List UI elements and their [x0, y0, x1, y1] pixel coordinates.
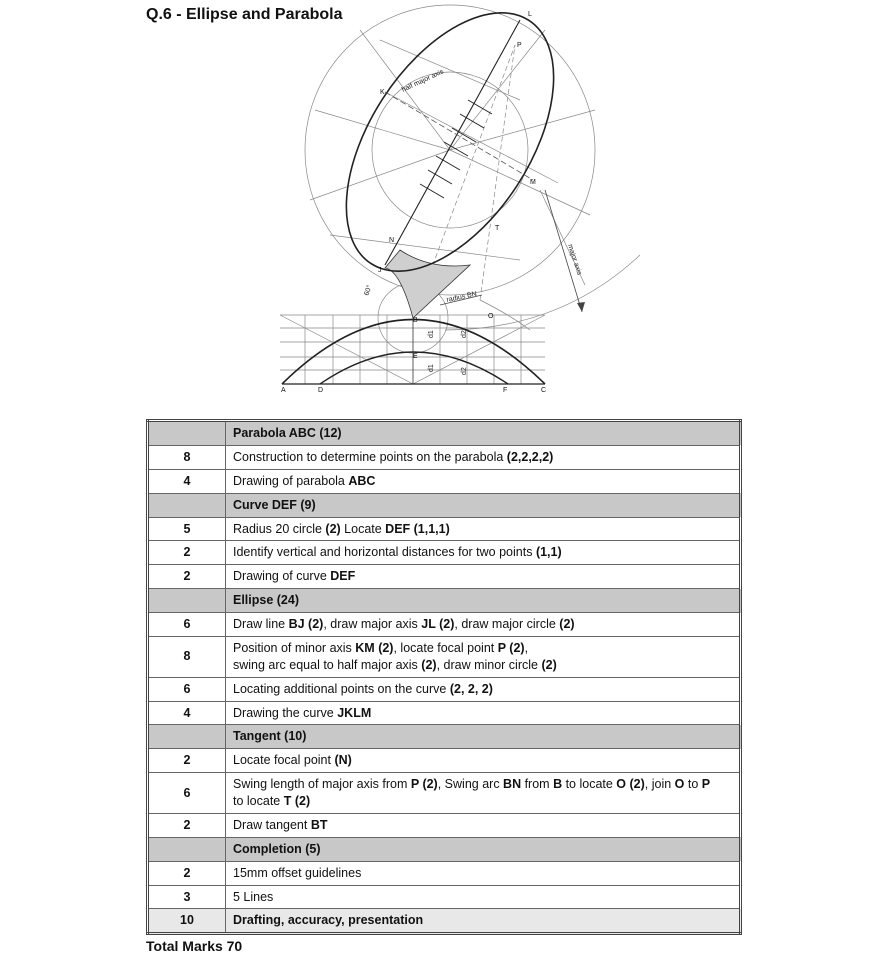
point-label-t: T	[495, 225, 500, 232]
description-text: (N)	[334, 753, 352, 768]
table-row	[148, 636, 741, 677]
description-text: DEF (1,1,1)	[385, 521, 450, 536]
mark-cell	[148, 589, 226, 613]
description-text: , draw major circle	[454, 617, 560, 631]
mark-cell: 2	[148, 749, 226, 773]
table-row	[148, 445, 741, 469]
description-text: B	[553, 777, 563, 792]
section-title-cell	[226, 725, 741, 749]
table-row	[148, 613, 741, 637]
description-text: JL (2)	[421, 617, 455, 631]
description-text: 15mm offset guidelines	[233, 865, 362, 880]
description-cell	[226, 813, 741, 837]
description-text: 5 Lines	[233, 889, 274, 904]
description-text: (2)	[541, 657, 557, 672]
description-text: BN	[503, 777, 522, 792]
point-label-l: L	[528, 11, 532, 18]
description-cell	[226, 909, 741, 934]
mark-cell: 5	[148, 517, 226, 541]
description-text: P	[701, 777, 711, 792]
point-label-e: E	[413, 353, 418, 360]
description-text: Radius 20 circle	[233, 521, 326, 536]
marking-scheme-body	[148, 421, 741, 934]
table-row	[148, 885, 741, 909]
label-d1-upper: d1	[428, 330, 435, 338]
description-text: (1,1)	[535, 545, 562, 560]
description-text: Position of minor axis	[233, 640, 356, 655]
label-d2-upper: d2	[461, 330, 468, 338]
table-row	[148, 773, 741, 814]
mark-cell	[148, 493, 226, 517]
point-label-o: O	[488, 313, 494, 320]
mark-cell: 2	[148, 541, 226, 565]
description-cell	[226, 445, 741, 469]
description-text: Drawing of parabola	[233, 473, 349, 488]
mark-cell: 2	[148, 861, 226, 885]
tangent-region	[385, 250, 470, 318]
description-text: P (2)	[410, 777, 438, 792]
description-text: T (2)	[283, 794, 311, 808]
label-d1-lower: d1	[428, 364, 435, 372]
description-text: (2)	[421, 657, 437, 672]
description-text: Draw line	[233, 617, 289, 631]
mark-cell: 2	[148, 565, 226, 589]
description-text: Locating additional points on the curve	[233, 681, 450, 696]
description-text: to locate	[233, 794, 284, 808]
description-text: Swing length of major axis from	[233, 777, 411, 792]
mark-cell	[148, 725, 226, 749]
mark-cell: 6	[148, 773, 226, 814]
description-text: JKLM	[337, 705, 372, 720]
description-text: BJ (2)	[288, 617, 324, 631]
section-header-row	[148, 421, 741, 446]
mark-cell: 6	[148, 613, 226, 637]
description-cell	[226, 636, 741, 677]
description-cell	[226, 773, 741, 814]
point-label-m: M	[530, 179, 536, 186]
minor-axis-line	[385, 92, 533, 180]
description-text: from	[521, 777, 554, 792]
description-cell	[226, 677, 741, 701]
description-text: , locate focal point	[393, 640, 498, 655]
description-text: P (2)	[497, 640, 525, 655]
page-title: Q.6 - Ellipse and Parabola	[146, 6, 343, 23]
table-row	[148, 677, 741, 701]
description-text: (2)	[559, 617, 575, 631]
label-d2-lower: d2	[461, 367, 468, 375]
total-marks: Total Marks 70	[146, 938, 243, 954]
description-cell	[226, 861, 741, 885]
description-text: Locate	[340, 521, 386, 536]
section-header-row	[148, 493, 741, 517]
label-angle: 60°	[363, 284, 374, 297]
point-label-p: P	[517, 42, 522, 49]
description-text: O	[674, 777, 685, 792]
table-row	[148, 813, 741, 837]
description-cell	[226, 701, 741, 725]
description-text: Drawing the curve	[233, 705, 338, 720]
description-cell	[226, 613, 741, 637]
section-header-row	[148, 589, 741, 613]
mark-cell: 4	[148, 469, 226, 493]
description-text: DEF	[330, 569, 356, 584]
description-text: Locate focal point	[233, 753, 335, 768]
description-cell	[226, 749, 741, 773]
description-cell	[226, 885, 741, 909]
description-cell	[226, 565, 741, 589]
description-text: , draw minor circle	[436, 657, 542, 672]
section-title-cell	[226, 589, 741, 613]
description-text: Parabola ABC (12)	[233, 426, 342, 440]
point-label-n: N	[389, 237, 395, 244]
description-text: KM (2)	[355, 640, 394, 655]
description-text: to locate	[562, 777, 617, 792]
final-row	[148, 909, 741, 934]
mark-cell	[148, 421, 226, 446]
description-text: O (2)	[616, 777, 645, 792]
mark-cell: 4	[148, 701, 226, 725]
description-cell	[226, 541, 741, 565]
section-header-row	[148, 837, 741, 861]
table-row	[148, 541, 741, 565]
description-text: swing arc equal to half major axis	[233, 657, 422, 672]
description-text: , join	[644, 777, 675, 792]
mark-cell: 3	[148, 885, 226, 909]
section-title-cell	[226, 421, 741, 446]
description-text: (2)	[325, 521, 341, 536]
description-text: Construction to determine points on the parabola	[233, 449, 507, 464]
mark-cell: 8	[148, 445, 226, 469]
point-label-j: J	[378, 267, 382, 274]
description-text: ,	[524, 640, 529, 655]
description-text: Curve DEF (9)	[233, 497, 316, 512]
description-text: Ellipse (24)	[233, 593, 299, 608]
description-text: (2, 2, 2)	[449, 681, 493, 696]
description-cell	[226, 469, 741, 493]
table-row	[148, 517, 741, 541]
table-row	[148, 701, 741, 725]
mark-cell: 10	[148, 909, 226, 934]
description-text: to	[684, 777, 702, 792]
mark-cell: 2	[148, 813, 226, 837]
description-text: Identify vertical and horizontal distances for two points	[233, 545, 536, 560]
description-text: Drafting, accuracy, presentation	[233, 913, 424, 928]
table-row	[148, 861, 741, 885]
table-row	[148, 565, 741, 589]
table-row	[148, 749, 741, 773]
mark-cell: 8	[148, 636, 226, 677]
description-text: , draw major axis	[323, 617, 422, 631]
point-label-k: K	[380, 89, 385, 96]
point-label-c: C	[541, 387, 547, 394]
section-title-cell	[226, 837, 741, 861]
section-header-row	[148, 725, 741, 749]
description-cell	[226, 517, 741, 541]
description-text: Drawing of curve	[233, 569, 331, 584]
table-row	[148, 469, 741, 493]
label-major-axis: major axis	[566, 243, 583, 276]
ellipse-curve	[304, 0, 596, 307]
construction-drawing	[270, 0, 650, 400]
label-radius-bn: radius BN	[445, 290, 478, 304]
point-label-d: D	[318, 387, 324, 394]
mark-cell: 6	[148, 677, 226, 701]
mark-cell	[148, 837, 226, 861]
description-text: (2,2,2,2)	[506, 449, 554, 464]
marking-scheme-table	[146, 419, 742, 935]
description-text: , Swing arc	[437, 777, 504, 792]
point-label-a: A	[281, 387, 286, 394]
description-text: Draw tangent	[233, 817, 311, 832]
label-half-major-axis: half major axis	[400, 68, 445, 94]
description-text: ABC	[348, 473, 376, 488]
description-text: Tangent (10)	[233, 729, 307, 744]
description-text: Completion (5)	[233, 841, 321, 856]
point-label-b: B	[413, 317, 418, 324]
point-label-f: F	[503, 387, 508, 394]
description-text: BT	[310, 817, 328, 832]
section-title-cell	[226, 493, 741, 517]
